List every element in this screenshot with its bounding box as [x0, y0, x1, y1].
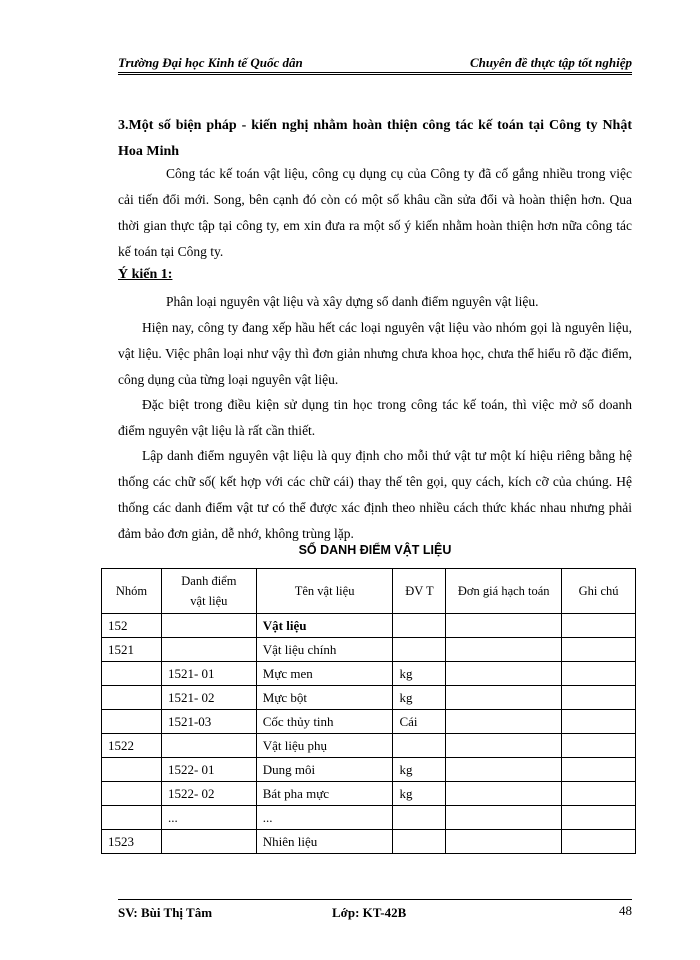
col-unit-header: ĐV T	[393, 569, 446, 614]
cell-name: Vật liệu phụ	[256, 734, 393, 758]
cell-name: Vật liệu chính	[256, 638, 393, 662]
cell-code: 1521- 01	[161, 662, 256, 686]
cell-group	[102, 662, 162, 686]
page-header	[118, 53, 632, 71]
col-name-header: Tên vật liệu	[256, 569, 393, 614]
col-group-header: Nhóm	[102, 569, 162, 614]
page-footer	[118, 905, 632, 925]
cell-note	[562, 710, 636, 734]
cell-group: 152	[102, 614, 162, 638]
cell-price	[446, 686, 562, 710]
paragraph-2: Đặc biệt trong điều kiện sử dụng tin học trong công tác kế toán, thì việc mở sổ doanh điểm nguyên vật liệu là rất cần thiết.	[118, 397, 632, 438]
cell-name: Cốc thủy tinh	[256, 710, 393, 734]
cell-unit: Cái	[393, 710, 446, 734]
cell-group: 1521	[102, 638, 162, 662]
cell-name: Vật liệu	[256, 614, 393, 638]
cell-note	[562, 686, 636, 710]
cell-unit	[393, 830, 446, 854]
col-code-header-line1: Danh điểm	[181, 574, 237, 588]
cell-name: ...	[256, 806, 393, 830]
cell-group	[102, 710, 162, 734]
page-number: 48	[619, 903, 632, 918]
table-row	[102, 830, 636, 854]
table-row	[102, 686, 636, 710]
cell-code: 1521- 02	[161, 686, 256, 710]
table-title: SỔ DANH ĐIỂM VẬT LIỆU	[298, 543, 452, 557]
cell-note	[562, 758, 636, 782]
table-row	[102, 638, 636, 662]
cell-name: Mực men	[256, 662, 393, 686]
cell-unit	[393, 806, 446, 830]
cell-group	[102, 806, 162, 830]
table-row	[102, 614, 636, 638]
cell-note	[562, 782, 636, 806]
header-university: Trường Đại học Kinh tế Quốc dân	[118, 55, 303, 70]
cell-name: Nhiên liệu	[256, 830, 393, 854]
cell-note	[562, 638, 636, 662]
cell-code: ...	[161, 806, 256, 830]
cell-code	[161, 734, 256, 758]
cell-note	[562, 830, 636, 854]
opinion-title: Phân loại nguyên vật liệu và xây dựng sổ danh điểm nguyên vật liệu.	[166, 294, 539, 309]
cell-code	[161, 830, 256, 854]
material-code-table	[101, 568, 636, 854]
cell-price	[446, 806, 562, 830]
cell-name: Dung môi	[256, 758, 393, 782]
cell-name: Mực bột	[256, 686, 393, 710]
cell-price	[446, 830, 562, 854]
table-row	[102, 734, 636, 758]
cell-price	[446, 782, 562, 806]
cell-price	[446, 710, 562, 734]
cell-price	[446, 758, 562, 782]
cell-unit: kg	[393, 662, 446, 686]
table-row	[102, 806, 636, 830]
cell-name: Bát pha mực	[256, 782, 393, 806]
intro-paragraph: Công tác kế toán vật liệu, công cụ dụng cụ của Công ty đã cố gắng nhiều trong việc cải tiến đổi mới. Song, bên cạnh đó còn có một số khâu cần sửa đổi và hoàn thiện hơn. Qua thời gian thực tập tại công ty, em xin đưa ra một số ý kiến nhằm hoàn thiện hơn nữa công tác kế toán tại Công ty.	[118, 166, 632, 259]
cell-unit	[393, 734, 446, 758]
cell-unit: kg	[393, 758, 446, 782]
cell-group	[102, 758, 162, 782]
table-row	[102, 782, 636, 806]
cell-unit	[393, 614, 446, 638]
paragraph-3: Lập danh điểm nguyên vật liệu là quy định cho mỗi thứ vật tư một kí hiệu riêng bằng hệ thống các chữ số( kết hợp với các chữ cái) thay thế tên gọi, quy cách, kích cỡ của chúng. Hệ thống các danh điểm vật tư có thể được xác định theo nhiều cách thức khác nhau nhưng phải đảm bảo đơn giản, dễ nhớ, không trùng lặp.	[118, 448, 632, 541]
opinion-label: Ý kiến 1:	[118, 267, 173, 282]
cell-code: 1521-03	[161, 710, 256, 734]
footer-class: Lớp: KT-42B	[332, 905, 407, 920]
col-note-header: Ghi chú	[562, 569, 636, 614]
cell-unit: kg	[393, 686, 446, 710]
cell-code	[161, 614, 256, 638]
cell-unit	[393, 638, 446, 662]
cell-code: 1522- 02	[161, 782, 256, 806]
cell-note	[562, 614, 636, 638]
header-report-type: Chuyên đề thực tập tốt nghiệp	[470, 55, 632, 70]
cell-note	[562, 806, 636, 830]
paragraph-1: Hiện nay, công ty đang xếp hầu hết các loại nguyên vật liệu vào nhóm gọi là nguyên liệu, vật liệu. Việc phân loại như vậy thì đơn giản nhưng chưa khoa học, chưa thể hiểu rõ đặc điểm, công dụng của từng loại nguyên vật liệu.	[118, 320, 632, 387]
cell-note	[562, 734, 636, 758]
table-row	[102, 710, 636, 734]
cell-price	[446, 662, 562, 686]
col-code-header-line2: vật liệu	[190, 594, 228, 608]
cell-group: 1523	[102, 830, 162, 854]
cell-group: 1522	[102, 734, 162, 758]
cell-price	[446, 734, 562, 758]
footer-rule	[118, 899, 632, 900]
section-heading: 3.Một số biện pháp - kiến nghị nhằm hoàn thiện công tác kế toán tại Công ty Nhật Hoa Minh	[118, 118, 632, 159]
cell-price	[446, 638, 562, 662]
cell-code: 1522- 01	[161, 758, 256, 782]
col-code-header	[161, 569, 256, 614]
table-header-row	[102, 569, 636, 614]
header-rule	[118, 72, 632, 73]
header-rule-thin	[118, 74, 632, 75]
cell-group	[102, 686, 162, 710]
table-row	[102, 662, 636, 686]
cell-code	[161, 638, 256, 662]
col-price-header: Đơn giá hạch toán	[446, 569, 562, 614]
table-row	[102, 758, 636, 782]
cell-note	[562, 662, 636, 686]
footer-student: SV: Bùi Thị Tâm	[118, 905, 213, 920]
cell-unit: kg	[393, 782, 446, 806]
cell-price	[446, 614, 562, 638]
cell-group	[102, 782, 162, 806]
